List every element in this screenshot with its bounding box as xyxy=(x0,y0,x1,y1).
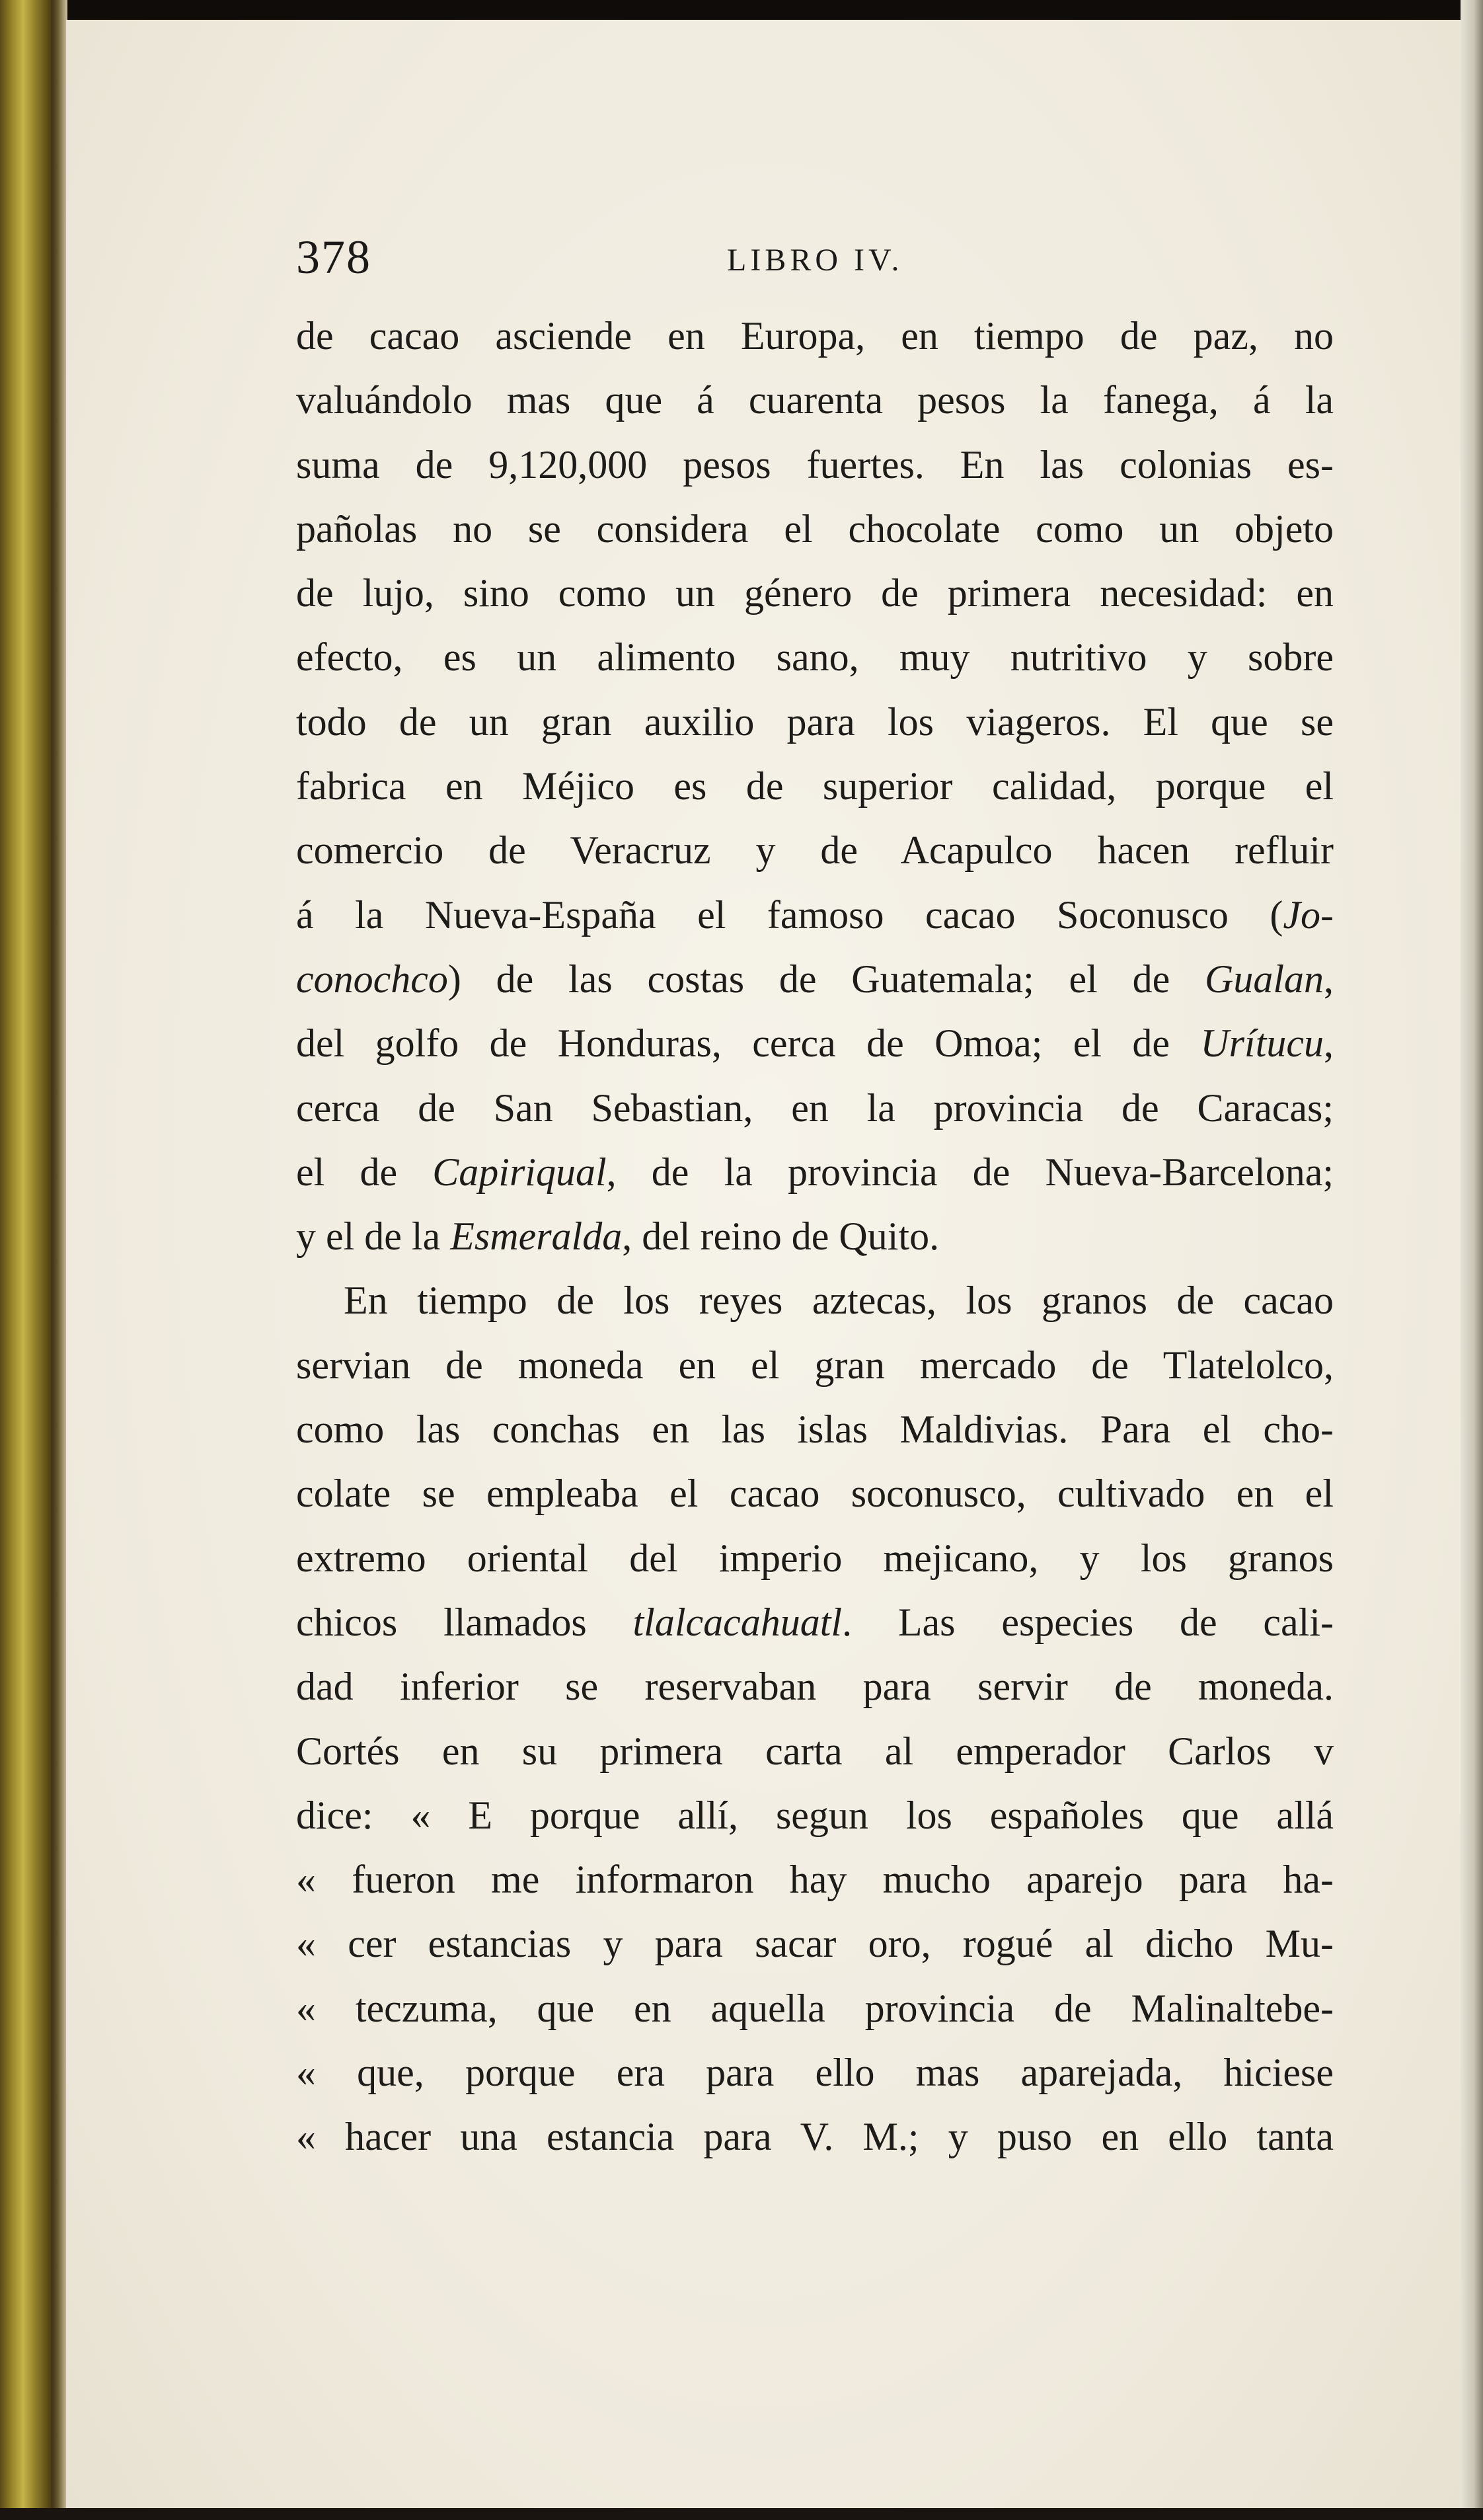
text-segment: como las conchas en las islas Maldivias. Para el cho- xyxy=(296,1407,1334,1452)
text-segment: , xyxy=(1324,1021,1334,1066)
text-line xyxy=(296,1977,1334,2041)
page-number: 378 xyxy=(296,231,371,284)
gilt-spine-edge xyxy=(0,0,52,2520)
text-segment: dad inferior se reservaban para servir de moneda. xyxy=(296,1665,1334,1709)
text-segment: , del reino de Quito. xyxy=(622,1214,940,1259)
text-line xyxy=(296,2041,1334,2105)
text-line xyxy=(296,1011,1334,1076)
page-right-edge xyxy=(1461,0,1483,2520)
text-line xyxy=(296,1719,1334,1784)
text-segment: « cer estancias y para sacar oro, rogué al dicho Mu- xyxy=(296,1922,1334,1966)
page-header xyxy=(296,230,1353,290)
italic-text: conochco xyxy=(296,957,448,1001)
text-segment: Cortés en su primera carta al emperador Carlos v xyxy=(296,1729,1334,1773)
text-line xyxy=(296,433,1334,497)
text-segment: , xyxy=(1324,957,1334,1001)
running-head: LIBRO IV. xyxy=(727,243,903,278)
italic-text: Urítucu xyxy=(1200,1021,1324,1066)
text-line xyxy=(296,561,1334,625)
text-segment: de lujo, sino como un género de primera necesidad: en xyxy=(296,571,1334,615)
text-line xyxy=(296,883,1334,947)
text-segment: « hacer una estancia para V. M.; y puso en ello tanta xyxy=(296,2115,1334,2159)
text-line xyxy=(296,1784,1334,1848)
text-segment: efecto, es un alimento sano, muy nutritivo y sobre xyxy=(296,635,1334,680)
text-line xyxy=(296,754,1334,818)
italic-text: Gualan xyxy=(1205,957,1324,1001)
text-line xyxy=(296,690,1334,754)
text-segment: « que, porque era para ello mas aparejada, hiciese xyxy=(296,2051,1334,2095)
text-segment: y el de la xyxy=(296,1214,451,1259)
bottom-dark-edge xyxy=(0,2508,1483,2520)
text-line xyxy=(296,497,1334,561)
text-line xyxy=(296,1526,1334,1591)
italic-text: tlalcacahuatl xyxy=(632,1600,843,1644)
text-segment: á la Nueva-España el famoso cacao Soconusco ( xyxy=(296,892,1283,937)
italic-text: Capiriqual xyxy=(432,1150,607,1194)
text-segment: comercio de Veracruz y de Acapulco hacen refluir xyxy=(296,828,1334,873)
italic-text: Jo- xyxy=(1283,892,1334,937)
text-segment: de cacao asciende en Europa, en tiempo de paz, no xyxy=(296,314,1334,358)
text-segment: ) de las costas de Guatemala; el de xyxy=(447,957,1205,1001)
text-segment: pañolas no se considera el chocolate como un objeto xyxy=(296,506,1334,551)
gutter-shadow xyxy=(52,0,67,2520)
text-segment: dice: « E porque allí, segun los españoles que allá xyxy=(296,1793,1334,1837)
text-segment: , de la provincia de Nueva-Barcelona; xyxy=(606,1150,1334,1194)
text-segment: del golfo de Honduras, cerca de Omoa; el de xyxy=(296,1021,1201,1066)
text-line xyxy=(296,304,1334,368)
text-segment: . Las especies de cali- xyxy=(842,1600,1334,1644)
text-line xyxy=(296,1076,1334,1140)
text-line xyxy=(296,1269,1334,1333)
text-line xyxy=(296,1398,1334,1462)
text-segment: el de xyxy=(296,1150,433,1194)
text-segment: servian de moneda en el gran mercado de Tlatelolco, xyxy=(296,1343,1334,1387)
text-line xyxy=(296,818,1334,883)
body-text xyxy=(296,304,1334,2170)
text-line xyxy=(296,1204,1334,1269)
text-line xyxy=(296,1333,1334,1398)
text-segment: todo de un gran auxilio para los viageros. El que se xyxy=(296,699,1334,744)
text-segment: cerca de San Sebastian, en la provincia de Caracas; xyxy=(296,1085,1334,1130)
text-segment: colate se empleaba el cacao soconusco, cultivado en el xyxy=(296,1472,1334,1516)
text-line xyxy=(296,947,1334,1011)
text-segment: extremo oriental del imperio mejicano, y los granos xyxy=(296,1536,1334,1580)
text-segment: fabrica en Méjico es de superior calidad, porque el xyxy=(296,764,1334,808)
text-line xyxy=(296,1655,1334,1719)
text-segment: chicos llamados xyxy=(296,1600,633,1644)
text-line xyxy=(296,2105,1334,2169)
text-line xyxy=(296,368,1334,432)
text-segment: valuándolo mas que á cuarenta pesos la fanega, á la xyxy=(296,378,1334,422)
text-line xyxy=(296,1848,1334,1912)
italic-text: Esmeralda xyxy=(450,1214,623,1259)
text-line xyxy=(296,625,1334,689)
text-line xyxy=(296,1591,1334,1655)
text-line xyxy=(296,1140,1334,1204)
text-segment: « fueron me informaron hay mucho aparejo para ha- xyxy=(296,1858,1334,1902)
text-segment: En tiempo de los reyes aztecas, los granos de cacao xyxy=(344,1279,1334,1323)
text-line xyxy=(296,1462,1334,1526)
text-segment: « teczuma, que en aquella provincia de Malinaltebe- xyxy=(296,1986,1334,2030)
top-dark-edge xyxy=(0,0,1483,21)
text-line xyxy=(296,1912,1334,1976)
text-segment: suma de 9,120,000 pesos fuertes. En las colonias es- xyxy=(296,442,1334,487)
